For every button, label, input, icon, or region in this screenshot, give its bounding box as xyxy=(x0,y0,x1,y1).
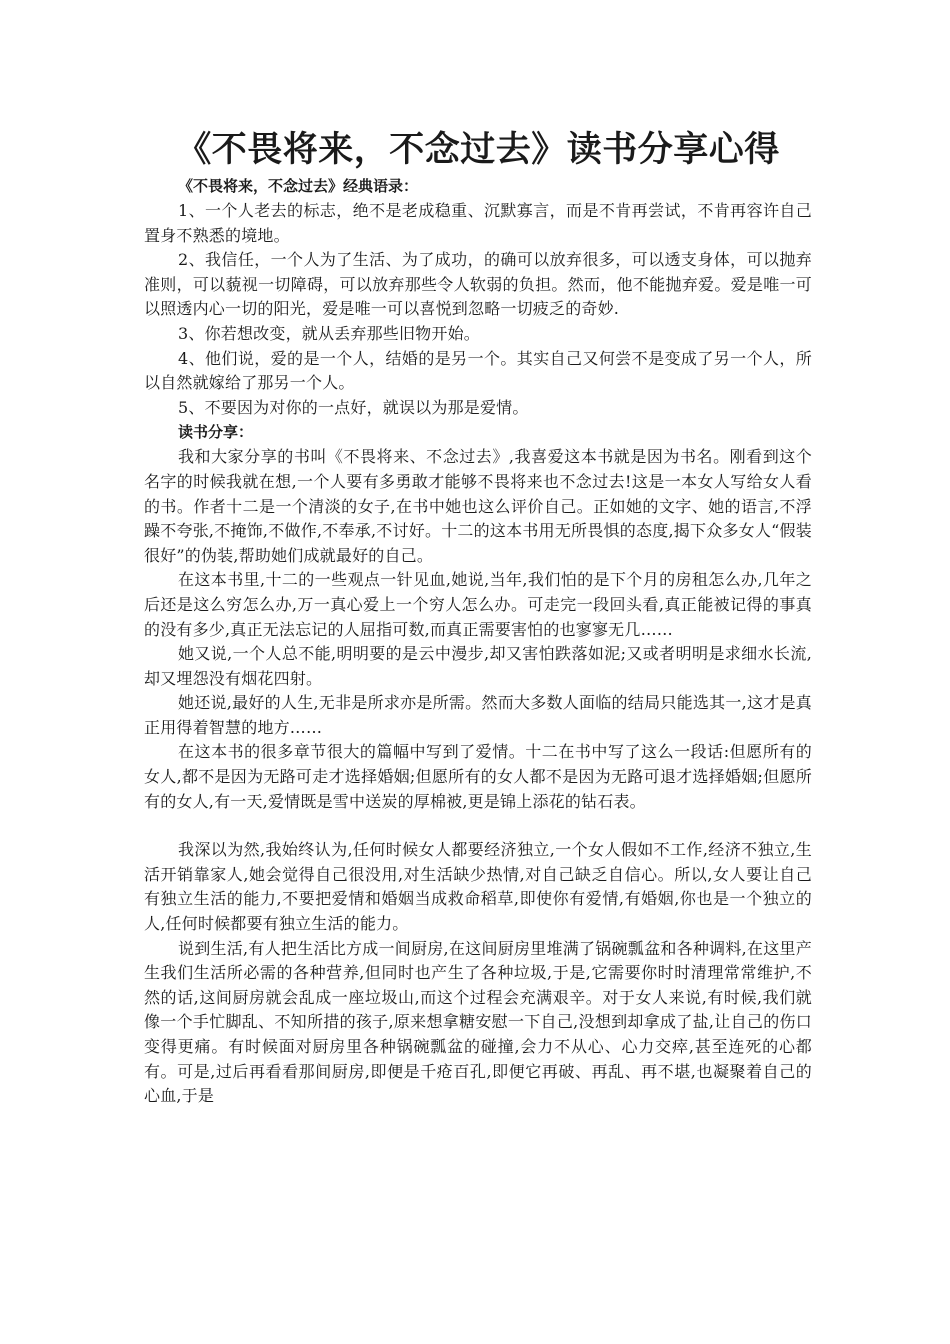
quote-4: 4、他们说，爱的是一个人，结婚的是另一个。其实自己又何尝不是变成了另一个人，所以自然就嫁给了那另一个人。 xyxy=(144,348,812,393)
quotes-heading: 《不畏将来，不念过去》经典语录： xyxy=(178,177,419,195)
document-page xyxy=(144,126,812,1109)
quote-5: 5、不要因为对你的一点好，就误以为那是爱情。 xyxy=(178,397,529,417)
page-title: 《不畏将来，不念过去》读书分享心得 xyxy=(176,130,780,170)
quote-2: 2、我信任，一个人为了生活、为了成功，的确可以放弃很多，可以透支身体，可以抛弃准则，可以藐视一切障碍，可以放弃那些令人软弱的负担。然而，他不能抛弃爱。爱是唯一可以照透内心一切的阳光，爱是唯一可以喜悦到忽略一切疲乏的奇妙. xyxy=(144,250,812,319)
share-heading: 读书分享： xyxy=(178,423,254,442)
quote-3: 3、你若想改变，就从丢弃那些旧物开始。 xyxy=(178,323,480,343)
share-paragraph-7: 说到生活,有人把生活比方成一间厨房,在这间厨房里堆满了锅碗瓢盆和各种调料,在这里产生我们生活所必需的各种营养,但同时也产生了各种垃圾,于是,它需要你时时清理常常维护,不然的话,这间厨房就会乱成一座垃圾山,而这个过程会充满艰辛。对于女人来说,有时候,我们就像一个手忙脚乱、不知所措的孩子,原来想拿糖安慰一下自己,没想到却拿成了盐,让自己的伤口变得更痛。有时候面对厨房里各种锅碗瓢盆的碰撞,会力不从心、心力交瘁,甚至连死的心都有。可是,过后再看看那间厨房,即便是千疮百孔,即便它再破、再乱、再不堪,也凝聚着自己的心血,于是 xyxy=(144,938,812,1106)
share-paragraph-5: 在这本书的很多章节很大的篇幅中写到了爱情。十二在书中写了这么一段话:但愿所有的女人,都不是因为无路可走才选择婚姻;但愿所有的女人都不是因为无路可退才选择婚姻;但愿所有的女人,有一天,爱情既是雪中送炭的厚棉被,更是锦上添花的钻石表。 xyxy=(144,742,812,811)
share-paragraph-4: 她还说,最好的人生,无非是所求亦是所需。然而大多数人面临的结局只能选其一,这才是真正用得着智慧的地方…… xyxy=(144,693,812,737)
share-paragraph-6: 我深以为然,我始终认为,任何时候女人都要经济独立,一个女人假如不工作,经济不独立,生活开销靠家人,她会觉得自己很没用,对生活缺少热情,对自己缺乏自信心。所以,女人要让自己有独立生活的能力,不要把爱情和婚姻当成救命稻草,即使你有爱情,有婚姻,你也是一个独立的人,任何时候都要有独立生活的能力。 xyxy=(144,840,812,934)
paragraph-gap xyxy=(144,814,812,838)
share-paragraph-2: 在这本书里,十二的一些观点一针见血,她说,当年,我们怕的是下个月的房租怎么办,几年之后还是这么穷怎么办,万一真心爱上一个穷人怎么办。可走完一段回头看,真正能被记得的事真的没有多少,真正无法忘记的人屈指可数,而真正需要害怕的也寥寥无几…… xyxy=(144,570,812,639)
share-paragraph-1: 我和大家分享的书叫《不畏将来、不念过去》,我喜爱这本书就是因为书名。刚看到这个名字的时候我就在想,一个人要有多勇敢才能够不畏将来也不念过去!这是一本女人写给女人看的书。作者十二是一个清淡的女子,在书中她也这么评价自己。正如她的文字、她的语言,不浮躁不夸张,不掩饰,不做作,不奉承,不讨好。十二的这本书用无所畏惧的态度,揭下众多女人“假装很好”的伪装,帮助她们成就最好的自己。 xyxy=(144,447,812,565)
quote-1: 1、一个人老去的标志，绝不是老成稳重、沉默寡言，而是不肯再尝试，不肯再容许自己置身不熟悉的境地。 xyxy=(144,201,812,245)
share-paragraph-3: 她又说,一个人总不能,明明要的是云中漫步,却又害怕跌落如泥;又或者明明是求细水长流,却又埋怨没有烟花四射。 xyxy=(144,644,812,688)
